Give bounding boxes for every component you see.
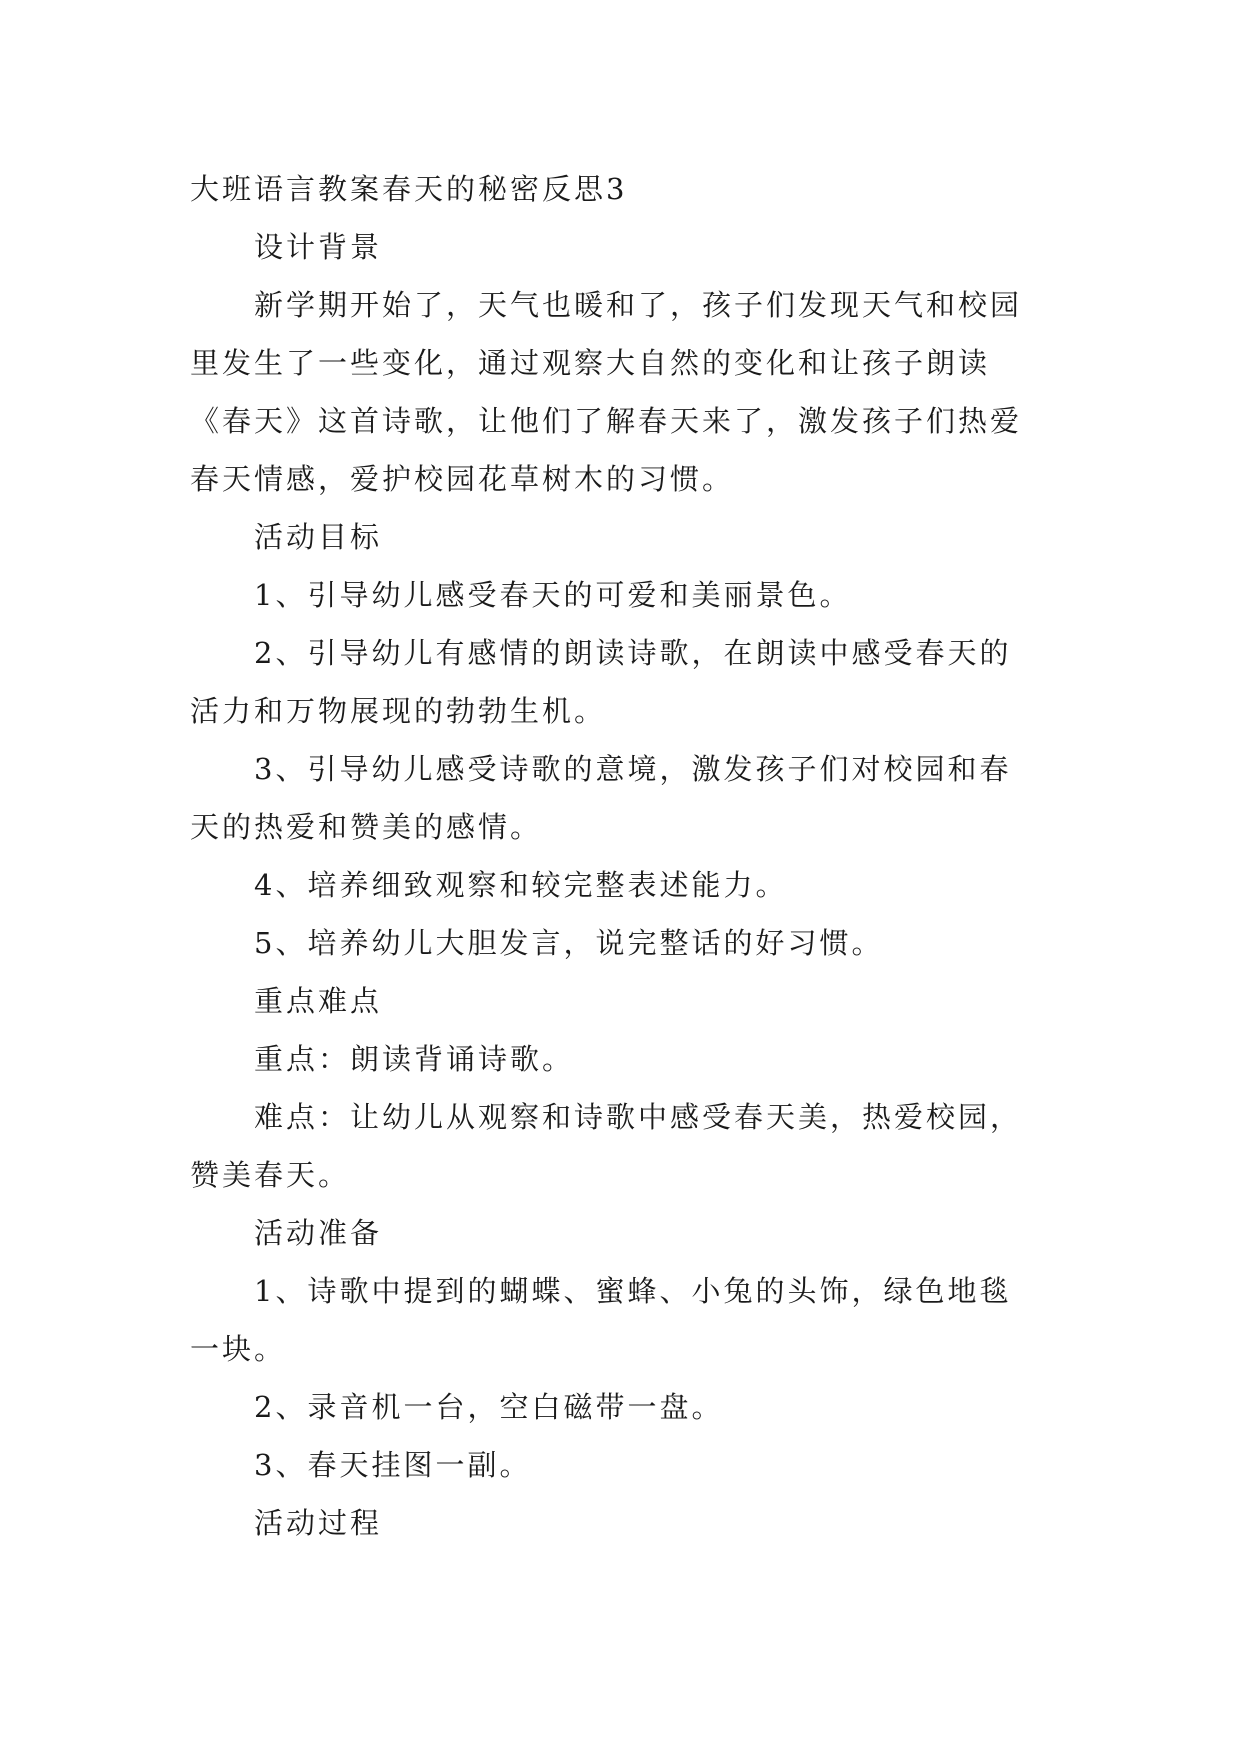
section-heading-goals: 活动目标 <box>254 520 383 554</box>
section-heading-background: 设计背景 <box>254 230 383 264</box>
document-title: 大班语言教案春天的秘密反思3 <box>190 172 628 206</box>
key-point: 重点：朗读背诵诗歌。 <box>254 1042 575 1076</box>
paragraph-line: 春天情感，爱护校园花草树木的习惯。 <box>190 462 735 496</box>
difficulty-point: 难点：让幼儿从观察和诗歌中感受春天美，热爱校园， <box>254 1100 1023 1134</box>
prep-item-1: 1、诗歌中提到的蝴蝶、蜜蜂、小兔的头饰，绿色地毯 <box>254 1274 1012 1308</box>
goal-item-2-continuation: 活力和万物展现的勃勃生机。 <box>190 694 607 728</box>
paragraph-line: 里发生了一些变化，通过观察大自然的变化和让孩子朗读 <box>190 346 991 380</box>
section-heading-preparation: 活动准备 <box>254 1216 383 1250</box>
goal-item-5: 5、培养幼儿大胆发言，说完整话的好习惯。 <box>254 926 884 960</box>
goal-item-2: 2、引导幼儿有感情的朗读诗歌，在朗读中感受春天的 <box>254 636 1012 670</box>
paragraph-line: 新学期开始了，天气也暖和了，孩子们发现天气和校园 <box>254 288 1023 322</box>
goal-item-3: 3、引导幼儿感受诗歌的意境，激发孩子们对校园和春 <box>254 752 1012 786</box>
goal-item-4: 4、培养细致观察和较完整表述能力。 <box>254 868 788 902</box>
goal-item-1: 1、引导幼儿感受春天的可爱和美丽景色。 <box>254 578 852 612</box>
goal-item-3-continuation: 天的热爱和赞美的感情。 <box>190 810 543 844</box>
prep-item-3: 3、春天挂图一副。 <box>254 1448 532 1482</box>
prep-item-2: 2、录音机一台，空白磁带一盘。 <box>254 1390 724 1424</box>
section-heading-process: 活动过程 <box>254 1506 383 1540</box>
difficulty-point-continuation: 赞美春天。 <box>190 1158 351 1192</box>
prep-item-1-continuation: 一块。 <box>190 1332 287 1366</box>
paragraph-line: 《春天》这首诗歌，让他们了解春天来了，激发孩子们热爱 <box>190 404 1023 438</box>
section-heading-key-points: 重点难点 <box>254 984 383 1018</box>
document-body <box>190 160 1050 1552</box>
